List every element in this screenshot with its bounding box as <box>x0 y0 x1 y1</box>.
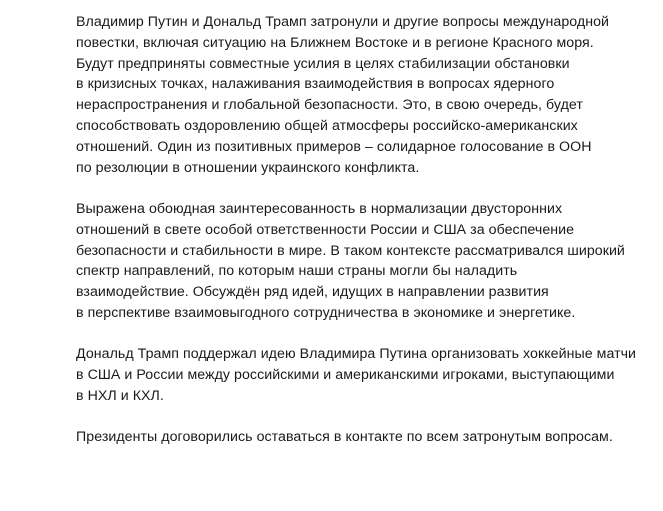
text-line: в перспективе взаимовыгодного сотрудничества в экономике и энергетике. <box>76 304 576 321</box>
article-body <box>76 12 661 448</box>
text-line: нераспространения и глобальной безопасности. Это, в свою очередь, будет <box>76 97 583 114</box>
text-line: Выражена обоюдная заинтересованность в нормализации двусторонних <box>76 200 563 217</box>
paragraph-middle-east <box>76 12 661 178</box>
text-line: спектр направлений, по которым наши страны могли бы наладить <box>76 263 518 280</box>
text-line: по резолюции в отношении украинского конфликта. <box>76 159 420 176</box>
text-line: отношений. Один из позитивных примеров – солидарное голосование в ООН <box>76 138 592 155</box>
text-line: повестки, включая ситуацию на Ближнем Востоке и в регионе Красного моря. <box>76 34 594 51</box>
paragraph-bilateral-relations <box>76 199 661 324</box>
text-line: Будут предприняты совместные усилия в целях стабилизации обстановки <box>76 55 570 72</box>
paragraph-contact <box>76 427 661 448</box>
text-line: в США и России между российскими и американскими игроками, выступающими <box>76 367 615 384</box>
text-line: Президенты договорились оставаться в контакте по всем затронутым вопросам. <box>76 429 613 446</box>
paragraph-hockey <box>76 344 661 406</box>
text-line: Дональд Трамп поддержал идею Владимира Путина организовать хоккейные матчи <box>76 346 637 363</box>
text-line: способствовать оздоровлению общей атмосферы российско-американских <box>76 117 578 134</box>
text-line: безопасности и стабильности в мире. В таком контексте рассматривался широкий <box>76 242 625 259</box>
text-line: в кризисных точках, налаживания взаимодействия в вопросах ядерного <box>76 76 555 93</box>
text-line: Владимир Путин и Дональд Трамп затронули и другие вопросы международной <box>76 14 610 30</box>
text-line: взаимодействие. Обсуждён ряд идей, идущих в направлении развития <box>76 284 549 301</box>
text-line: отношений в свете особой ответственности России и США за обеспечение <box>76 221 575 238</box>
text-line: в НХЛ и КХЛ. <box>76 387 164 404</box>
